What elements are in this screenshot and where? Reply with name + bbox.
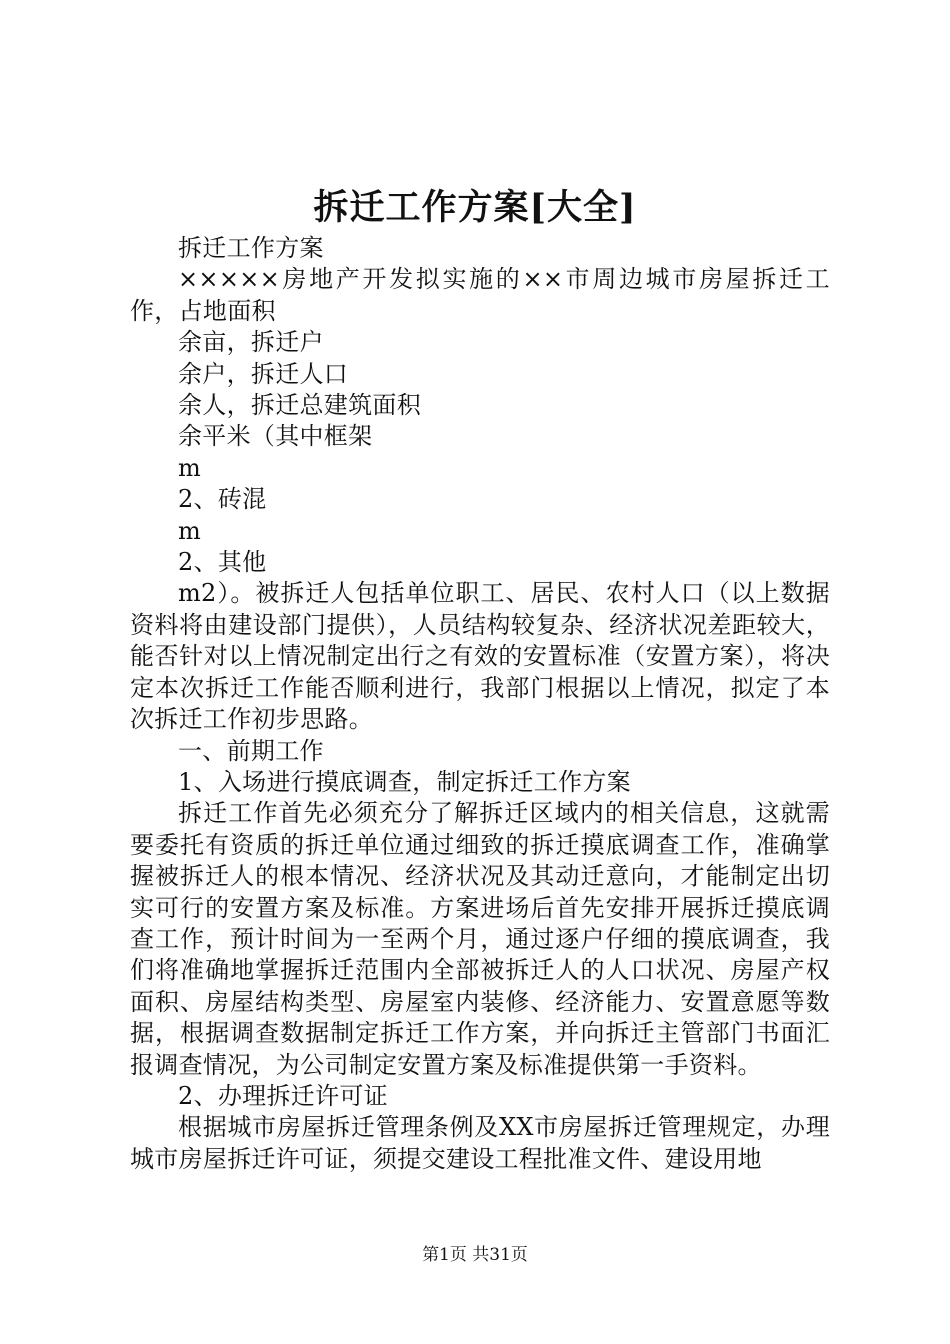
paragraph: 余户，拆迁人口 (178, 359, 349, 388)
paragraph: 余人，拆迁总建筑面积 (178, 391, 421, 420)
paragraph: m (178, 453, 202, 482)
paragraph: 2、其他 (178, 548, 267, 577)
paragraph: 拆迁工作方案 (178, 234, 324, 262)
subsection-heading: 1、入场进行摸底调查，制定拆迁工作方案 (178, 767, 631, 796)
paragraph: 余平米（其中框架 (178, 422, 373, 451)
paragraph: 根据城市房屋拆迁管理条例及XX市房屋拆迁管理规定，办理城市房屋拆迁许可证，须提交建设工程批准文件、建设用地 (130, 1113, 830, 1173)
paragraph: ×××××房地产开发拟实施的××市周边城市房屋拆迁工作，占地面积 (130, 265, 830, 325)
paragraph: 余亩，拆迁户 (178, 328, 324, 357)
document-title: 拆迁工作方案[大全] (313, 187, 637, 228)
section-heading: 一、前期工作 (178, 736, 324, 765)
paragraph: m2）。被拆迁人包括单位职工、居民、农村人口（以上数据资料将由建设部门提供），人员结构较复杂、经济状况差距较大，能否针对以上情况制定出行之有效的安置标准（安置方案），将决定本次拆迁工作能否顺利进行，我部门根据以上情况，拟定了本次拆迁工作初步思路。 (130, 579, 830, 734)
paragraph: 拆迁工作首先必须充分了解拆迁区域内的相关信息，这就需要委托有资质的拆迁单位通过细致的拆迁摸底调查工作，准确掌握被拆迁人的根本情况、经济状况及其动迁意向，才能制定出切实可行的安置方案及标准。方案进场后首先安排开展拆迁摸底调查工作，预计时间为一至两个月，通过逐户仔细的摸底调查，我们将准确地掌握拆迁范围内全部被拆迁人的人口状况、房屋产权面积、房屋结构类型、房屋室内装修、经济能力、安置意愿等数据，根据调查数据制定拆迁工作方案，并向拆迁主管部门书面汇报调查情况，为公司制定安置方案及标准提供第一手资料。 (130, 799, 830, 1079)
document-body (130, 233, 830, 1175)
paragraph: m (178, 516, 202, 545)
subsection-heading: 2、办理拆迁许可证 (178, 1081, 388, 1110)
page-number-footer: 第1页 共31页 (422, 1245, 528, 1265)
paragraph: 2、砖混 (178, 485, 267, 514)
